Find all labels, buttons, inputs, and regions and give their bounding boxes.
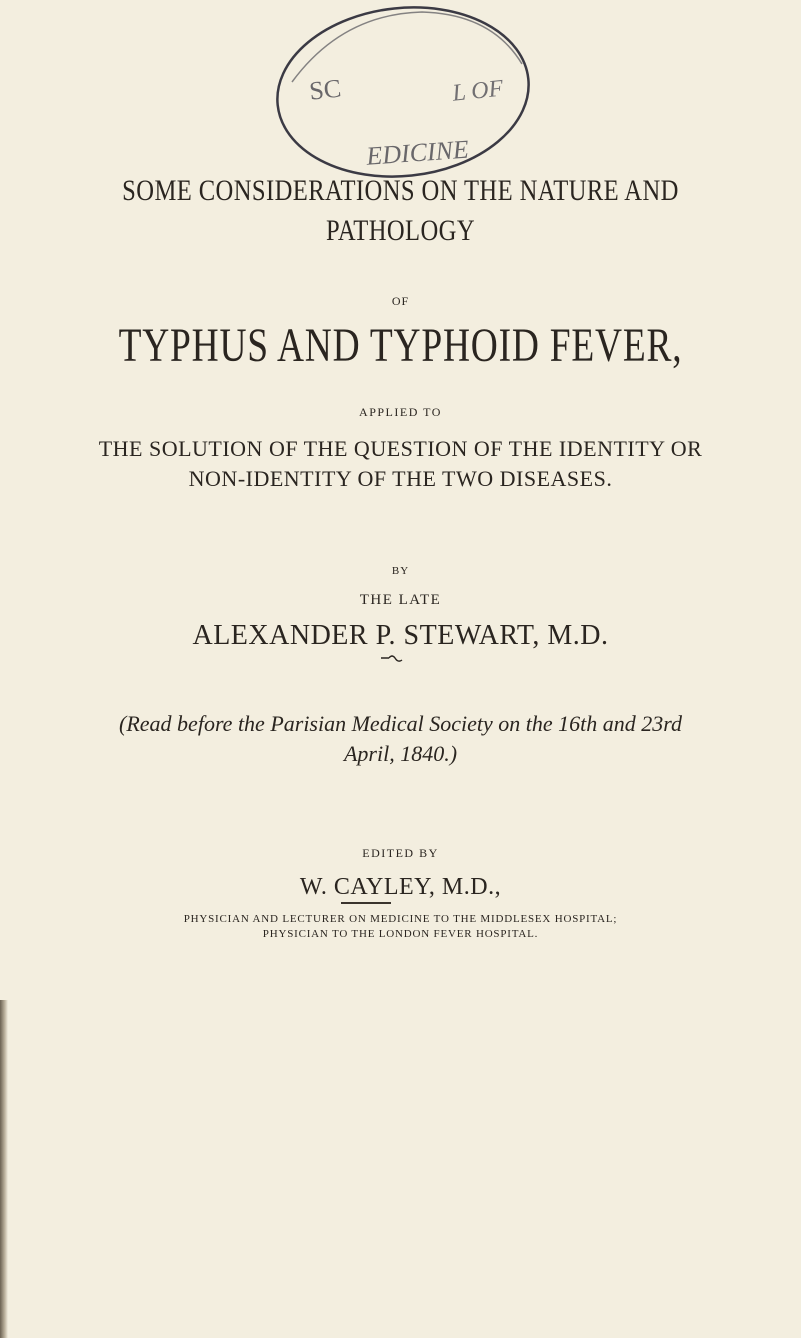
main-title: TYPHUS AND TYPHOID FEVER,	[118, 319, 683, 372]
by-label: BY	[391, 565, 410, 577]
stamp-text-upper: SC	[307, 73, 343, 106]
page-edge-shadow	[0, 1000, 8, 1338]
title-of: OF	[391, 294, 410, 308]
the-late-label: THE LATE	[359, 592, 442, 608]
subtitle-line-1: THE SOLUTION OF THE QUESTION OF THE IDENTITY OR	[98, 436, 703, 461]
editor-credentials-1: PHYSICIAN AND LECTURER ON MEDICINE TO THE MIDDLESEX HOSPITAL;	[183, 913, 618, 925]
title-line-1: SOME CONSIDERATIONS ON THE NATURE AND	[122, 174, 679, 207]
flourish-ornament	[380, 654, 406, 666]
stamp-text-lower: EDICINE	[365, 134, 470, 171]
author-name: ALEXANDER P. STEWART, M.D.	[192, 620, 609, 651]
editor-name: W. CAYLEY, M.D.,	[299, 874, 502, 900]
svg-text:L OF: L OF	[451, 75, 505, 107]
edited-by-label: EDITED BY	[362, 846, 439, 860]
library-stamp	[272, 4, 534, 184]
reading-note-line-2: April, 1840.)	[343, 741, 458, 766]
subtitle-line-2: NON-IDENTITY OF THE TWO DISEASES.	[188, 466, 613, 491]
reading-note-line-1: (Read before the Parisian Medical Society on the 16th and 23rd	[119, 711, 682, 736]
applied-to: APPLIED TO	[359, 405, 442, 419]
title-line-2: PATHOLOGY	[325, 214, 476, 247]
editor-credentials-2: PHYSICIAN TO THE LONDON FEVER HOSPITAL.	[262, 928, 539, 940]
editor-underline-mark	[341, 902, 391, 904]
